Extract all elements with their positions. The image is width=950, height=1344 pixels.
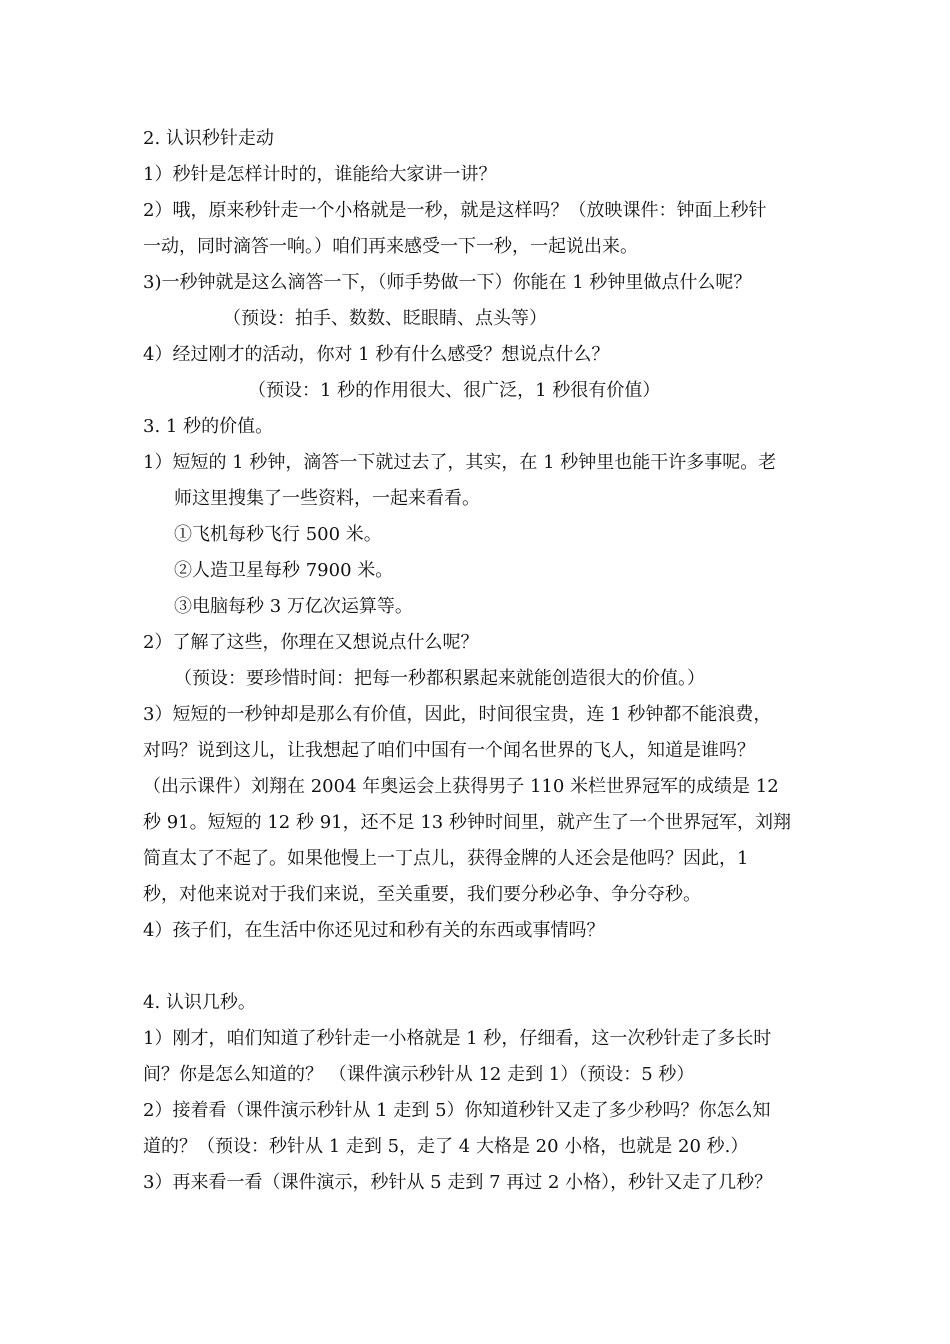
document-body — [143, 121, 813, 1201]
paragraph-line: 一动，同时滴答一响。）咱们再来感受一下一秒，一起说出来。 — [143, 236, 638, 257]
paragraph-line: 对吗？说到这儿，让我想起了咱们中国有一个闻名世界的飞人，知道是谁吗？ — [143, 740, 755, 761]
paragraph-line: 3）短短的一秒钟却是那么有价值，因此，时间很宝贵，连 1 秒钟都不能浪费， — [143, 704, 772, 725]
list-item: ①飞机每秒飞行 500 米。 — [174, 524, 382, 545]
paragraph-line: 3）再来看一看（课件演示，秒针从 5 走到 7 再过 2 小格），秒针又走了几秒？ — [143, 1172, 773, 1193]
paragraph-line: 间？你是怎么知道的？ （课件演示秒针从 12 走到 1）（预设：5 秒） — [143, 1064, 695, 1085]
paragraph-line: 1）刚才，咱们知道了秒针走一小格就是 1 秒，仔细看，这一次秒针走了多长时 — [143, 1028, 772, 1049]
section-heading: 3. 1 秒的价值。 — [143, 416, 274, 437]
paragraph-line: 道的？（预设：秒针从 1 走到 5，走了 4 大格是 20 小格，也就是 20 秒.） — [143, 1136, 749, 1157]
paragraph-line: 秒，对他来说对于我们来说，至关重要，我们要分秒必争、争分夺秒。 — [143, 884, 701, 905]
paragraph-line: 4）孩子们，在生活中你还见过和秒有关的东西或事情吗？ — [143, 920, 605, 941]
paragraph-line: 1）短短的 1 秒钟，滴答一下就过去了，其实，在 1 秒钟里也能干许多事呢。老 — [143, 452, 777, 473]
preset-note: （预设：要珍惜时间：把每一秒都积累起来就能创造很大的价值。） — [174, 668, 705, 689]
paragraph-line: 2）哦，原来秒针走一个小格就是一秒，就是这样吗？（放映课件：钟面上秒针 — [143, 200, 767, 221]
paragraph-line: （出示课件）刘翔在 2004 年奥运会上获得男子 110 米栏世界冠军的成绩是 12 — [143, 776, 779, 797]
paragraph-line: 师这里搜集了一些资料，一起来看看。 — [174, 488, 480, 509]
paragraph-line: 2）接着看（课件演示秒针从 1 走到 5）你知道秒针又走了多少秒吗？你怎么知 — [143, 1100, 771, 1121]
section-heading: 4. 认识几秒。 — [143, 992, 256, 1013]
paragraph-line: 1）秒针是怎样计时的，谁能给大家讲一讲？ — [143, 164, 497, 185]
paragraph-line: 3)一秒钟就是这么滴答一下，（师手势做一下）你能在 1 秒钟里做点什么呢？ — [143, 272, 752, 293]
paragraph-line: 秒 91。短短的 12 秒 91，还不足 13 秒钟时间里，就产生了一个世界冠军，刘翔 — [143, 812, 791, 833]
list-item: ③电脑每秒 3 万亿次运算等。 — [174, 596, 413, 617]
preset-note: （预设：1 秒的作用很大、很广泛，1 秒很有价值） — [248, 380, 661, 401]
paragraph-line: 4）经过刚才的活动，你对 1 秒有什么感受？想说点什么？ — [143, 344, 610, 365]
blank-line — [143, 949, 813, 985]
list-item: ②人造卫星每秒 7900 米。 — [174, 560, 394, 581]
preset-note: （预设：拍手、数数、眨眼睛、点头等） — [223, 308, 547, 329]
paragraph-line: 2）了解了这些，你理在又想说点什么呢？ — [143, 632, 479, 653]
paragraph-line: 简直太了不起了。如果他慢上一丁点儿，获得金牌的人还会是他吗？因此，1 — [143, 848, 749, 869]
section-heading: 2. 认识秒针走动 — [143, 128, 274, 149]
